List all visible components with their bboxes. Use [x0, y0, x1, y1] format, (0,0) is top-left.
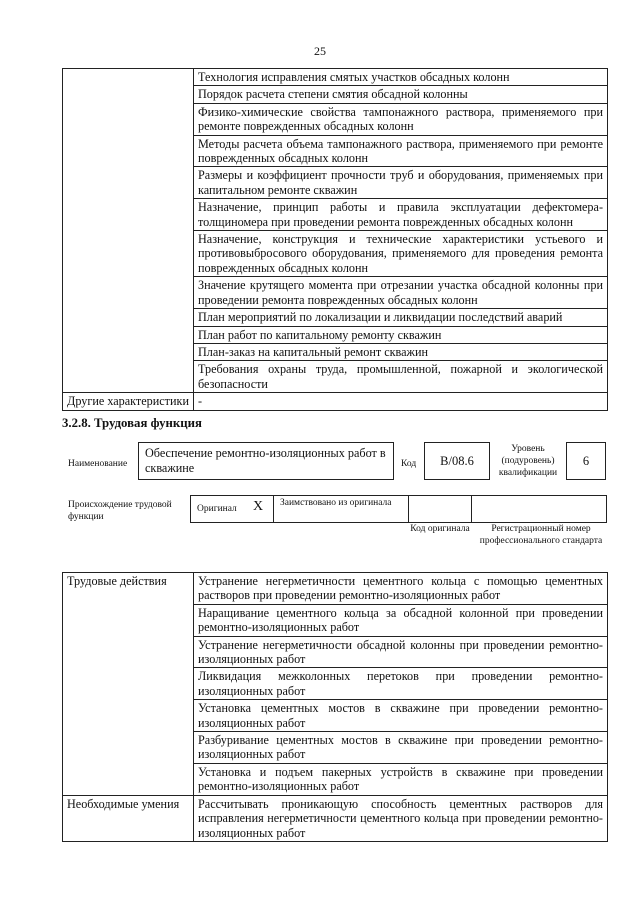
function-name-box: Обеспечение ремонтно-изоляционных работ в скважине	[138, 442, 394, 480]
table-cell: Физико-химические свойства тампонажного раствора, применяемого при ремонте поврежденных обсадных колонн	[194, 103, 608, 135]
table-cell: Ликвидация межколонных перетоков при проведении ремонтно-изоляционных работ	[194, 668, 608, 700]
origin-code-caption: Код оригинала	[410, 524, 470, 534]
table-cell: Методы расчета объема тампонажного раствора, применяемого при ремонте поврежденных обсадных колонн	[194, 135, 608, 167]
table-cell: Установка и подъем пакерных устройств в скважине при проведении ремонтно-изоляционных работ	[194, 763, 608, 795]
table-cell: Назначение, конструкция и технические характеристики устьевого и противовыбросового оборудования, применяемого для проведения ремонта поврежденных обсадных колонн	[194, 231, 608, 277]
table-cell: Технология исправления смятых участков обсадных колонн	[194, 69, 608, 86]
table-cell: Назначение, принцип работы и правила эксплуатации дефектомера-толщиномера при проведении ремонта поврежденных обсадных колонн	[194, 199, 608, 231]
borrowed-cell: Заимствовано из оригинала	[273, 495, 409, 523]
page-number: 25	[314, 44, 326, 58]
table-cell: План мероприятий по локализации и ликвидации последствий аварий	[194, 309, 608, 326]
table-cell: Требования охраны труда, промышленной, пожарной и экологической безопасности	[194, 361, 608, 393]
table-cell: Значение крутящего момента при отрезании участка обсадной колонны при проведении ремонта поврежденных обсадных колонн	[194, 277, 608, 309]
section-title: 3.2.8. Трудовая функция	[62, 416, 202, 430]
table-cell: Разбуривание цементных мостов в скважине при проведении ремонтно-изоляционных работ	[194, 732, 608, 764]
table-cell: План работ по капитальному ремонту скважин	[194, 326, 608, 343]
table-cell: Порядок расчета степени смятия обсадной колонны	[194, 86, 608, 103]
other-characteristics-value: -	[194, 393, 608, 410]
reg-number-cell	[471, 495, 607, 523]
table-row	[63, 69, 608, 86]
code-label: Код	[401, 459, 417, 469]
original-cell	[190, 495, 274, 523]
table-cell: Размеры и коэффициент прочности труб и оборудования, применяемых при капитальном ремонте скважин	[194, 167, 608, 199]
table-cell: Рассчитывать проникающую способность цементных растворов для исправления негерметичности цементного кольца при проведении ремонтно-изоляционных работ	[194, 795, 608, 841]
table-row	[63, 795, 608, 841]
labor-actions-label: Трудовые действия	[63, 573, 194, 796]
table-row	[63, 573, 608, 605]
function-code-box: B/08.6	[424, 442, 490, 480]
qualification-level-box: 6	[566, 442, 606, 480]
table-label-cell	[63, 69, 194, 393]
name-label: Наименование	[68, 459, 128, 469]
original-mark: X	[253, 499, 264, 514]
table-cell: Наращивание цементного кольца за обсадной колонной при проведении ремонтно-изоляционных работ	[194, 604, 608, 636]
reg-number-caption: Регистрационный номер профессионального стандарта	[479, 524, 603, 546]
table-cell: План-заказ на капитальный ремонт скважин	[194, 343, 608, 360]
other-characteristics-label: Другие характеристики	[63, 393, 194, 410]
table-row	[63, 393, 608, 410]
table-cell: Установка цементных мостов в скважине при проведении ремонтно-изоляционных работ	[194, 700, 608, 732]
table-cell: Устранение негерметичности обсадной колонны при проведении ремонтно-изоляционных работ	[194, 636, 608, 668]
knowledge-table	[62, 68, 608, 411]
original-label: Оригинал	[197, 504, 237, 514]
origin-label: Происхождение трудовой функции	[68, 500, 172, 522]
table-cell: Устранение негерметичности цементного кольца с помощью цементных растворов при проведении ремонтно-изоляционных работ	[194, 573, 608, 605]
actions-table	[62, 572, 608, 842]
origin-code-cell	[408, 495, 472, 523]
required-skills-label: Необходимые умения	[63, 795, 194, 841]
qualification-level-label: Уровень (подуровень) квалификации	[498, 444, 558, 478]
